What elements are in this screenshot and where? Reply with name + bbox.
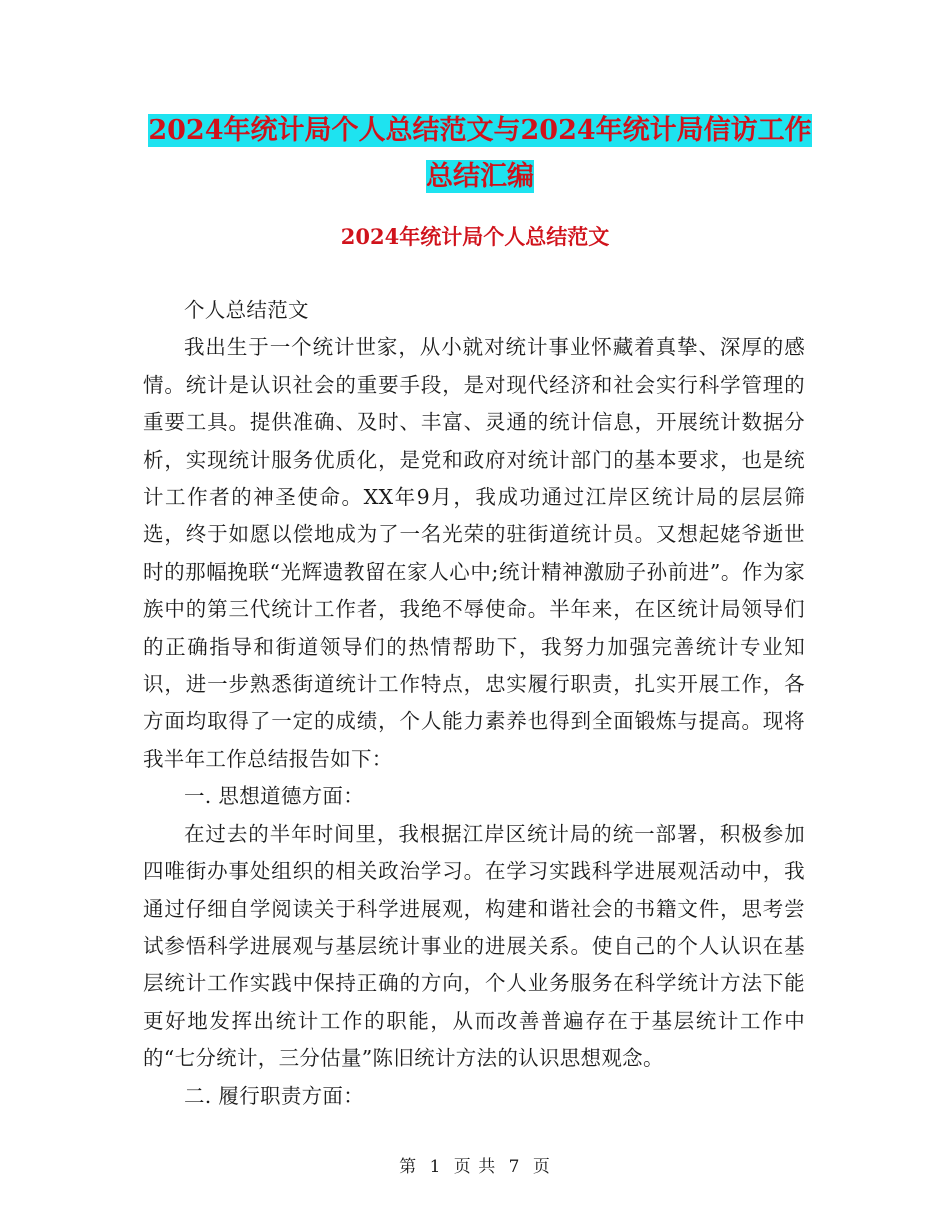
paragraph-thought: 在过去的半年时间里，我根据江岸区统计局的统一部署，积极参加四唯街办事处组织的相关政治学习。在学习实践科学进展观活动中，我通过仔细自学阅读关于科学进展观，构建和谐社会的书籍文件，思考尝试参悟科学进展观与基层统计事业的进展关系。使自己的个人认识在基层统计工作实践中保持正确的方向，个人业务服务在科学统计方法下能更好地发挥出统计工作的职能，从而改善普遍存在于基层统计工作中的“七分统计，三分估量”陈旧统计方法的认识思想观念。 <box>143 821 805 1071</box>
footer-page-number: 1 <box>429 1157 442 1177</box>
footer-suffix: 页 <box>532 1157 551 1177</box>
page-footer <box>0 1152 950 1177</box>
document-main-title <box>140 108 820 200</box>
paragraph-subheading-1: 一. 思想道德方面： <box>184 784 365 809</box>
footer-total-pages: 7 <box>508 1157 521 1177</box>
footer-prefix: 第 <box>399 1157 418 1177</box>
footer-middle: 页 共 <box>453 1157 497 1177</box>
main-title-line-1: 2024年统计局个人总结范文与2024年统计局信访工作 <box>148 115 812 146</box>
paragraph-subheading-2: 二. 履行职责方面： <box>184 1083 365 1108</box>
main-title-line-2: 总结汇编 <box>426 161 534 192</box>
section-title: 2024年统计局个人总结范文 <box>340 224 610 249</box>
document-body <box>143 292 805 1115</box>
paragraph-intro: 我出生于一个统计世家，从小就对统计事业怀藏着真挚、深厚的感情。统计是认识社会的重要手段，是对现代经济和社会实行科学管理的重要工具。提供准确、及时、丰富、灵通的统计信息，开展统计数据分析，实现统计服务优质化，是党和政府对统计部门的基本要求，也是统计工作者的神圣使命。XX年9月，我成功通过江岸区统计局的层层筛选，终于如愿以偿地成为了一名光荣的驻街道统计员。又想起姥爷逝世时的那幅挽联“光辉遗教留在家人心中;统计精神激励子孙前进”。作为家族中的第三代统计工作者，我绝不辱使命。半年来，在区统计局领导们的正确指导和街道领导们的热情帮助下，我努力加强完善统计专业知识，进一步熟悉街道统计工作特点，忠实履行职责，扎实开展工作，各方面均取得了一定的成绩，个人能力素养也得到全面锻炼与提高。现将我半年工作总结报告如下： <box>143 335 805 771</box>
paragraph-heading: 个人总结范文 <box>184 298 309 322</box>
